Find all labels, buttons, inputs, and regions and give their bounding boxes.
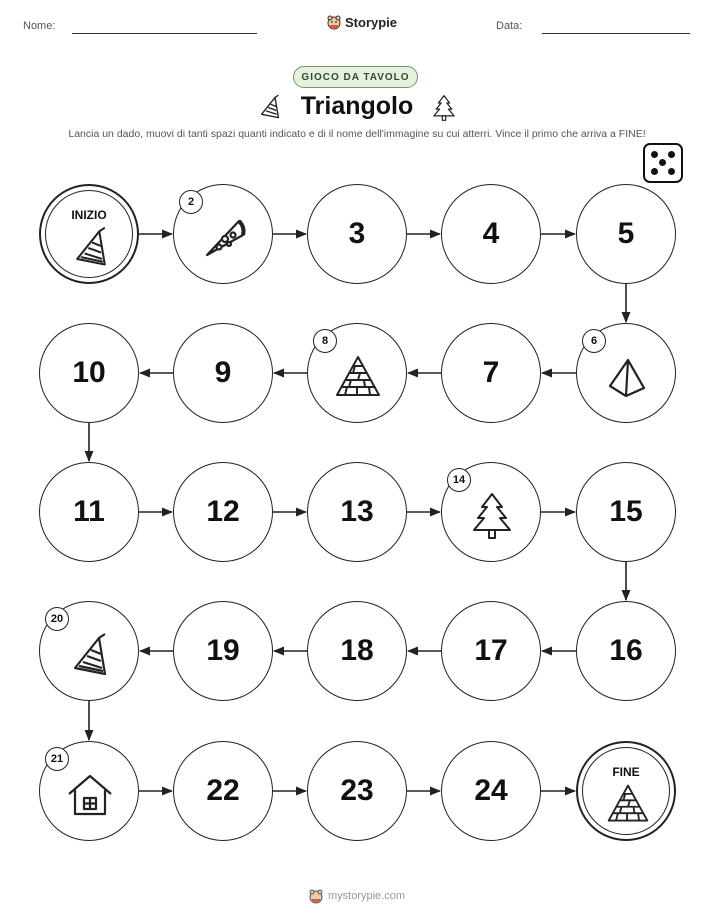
pyramid-icon <box>605 781 651 827</box>
board-space[interactable] <box>307 184 407 284</box>
triangle-instrument-icon <box>65 630 115 680</box>
board-space[interactable] <box>441 741 541 841</box>
space-number: 13 <box>340 495 374 528</box>
board-space[interactable] <box>307 601 407 701</box>
space-number-badge: 20 <box>45 607 69 631</box>
space-number: 4 <box>482 217 500 250</box>
board-space[interactable] <box>173 462 273 562</box>
start-space[interactable] <box>39 184 139 284</box>
space-number: 7 <box>482 356 500 389</box>
space-number: 24 <box>474 774 508 807</box>
name-label: Nome: <box>23 20 56 32</box>
board-space[interactable] <box>307 462 407 562</box>
instructions-text: Lancia un dado, muovi di tanti spazi quanti indicato e di il nome dell'immagine su cui atterri. Vince il primo che arriva a FINE! <box>68 128 646 140</box>
space-number-badge: 6 <box>582 329 606 353</box>
space-number: 23 <box>340 774 374 807</box>
space-number-badge: 21 <box>45 747 69 771</box>
space-number-badge: 8 <box>313 329 337 353</box>
date-label: Data: <box>496 20 523 32</box>
space-number: 15 <box>609 495 643 528</box>
brand-name: Storypie <box>345 14 398 30</box>
board-space[interactable] <box>39 323 139 423</box>
space-number-badge: 2 <box>179 190 203 214</box>
space-number: 22 <box>206 774 240 807</box>
board-space[interactable] <box>576 462 676 562</box>
pyramid-icon <box>333 352 383 402</box>
board-space[interactable] <box>173 601 273 701</box>
board-space[interactable] <box>441 601 541 701</box>
space-number: 18 <box>340 634 374 667</box>
footer-url: mystorypie.com <box>328 890 406 902</box>
space-number: 17 <box>474 634 508 667</box>
finish-space[interactable] <box>576 741 676 841</box>
board-space[interactable] <box>307 741 407 841</box>
board-space[interactable] <box>576 601 676 701</box>
space-number-badge: 14 <box>447 468 471 492</box>
space-number: 11 <box>73 495 105 528</box>
board-space[interactable] <box>173 323 273 423</box>
footer <box>308 888 405 904</box>
house-icon <box>65 770 115 820</box>
triangle-instrument-icon <box>68 224 114 270</box>
space-number: 12 <box>206 495 240 528</box>
space-number: 5 <box>617 217 635 250</box>
space-number: 9 <box>214 356 232 389</box>
page-title: Triangolo <box>300 92 414 120</box>
pizza-slice-icon <box>199 213 249 263</box>
board-space[interactable] <box>441 323 541 423</box>
folded-napkin-icon <box>602 352 652 402</box>
board-space[interactable] <box>576 184 676 284</box>
board-space[interactable] <box>173 741 273 841</box>
space-number: 10 <box>72 356 106 389</box>
game-type-badge: GIOCO DA TAVOLO <box>293 66 418 88</box>
space-number: 3 <box>348 217 366 250</box>
space-number: 16 <box>609 634 643 667</box>
pine-tree-icon <box>467 491 517 541</box>
board-space[interactable] <box>441 184 541 284</box>
board-space[interactable] <box>39 462 139 562</box>
space-label: FINE <box>612 765 640 779</box>
space-label: INIZIO <box>71 208 107 222</box>
storypie-mascot-icon <box>308 888 324 904</box>
space-number: 19 <box>206 634 240 667</box>
